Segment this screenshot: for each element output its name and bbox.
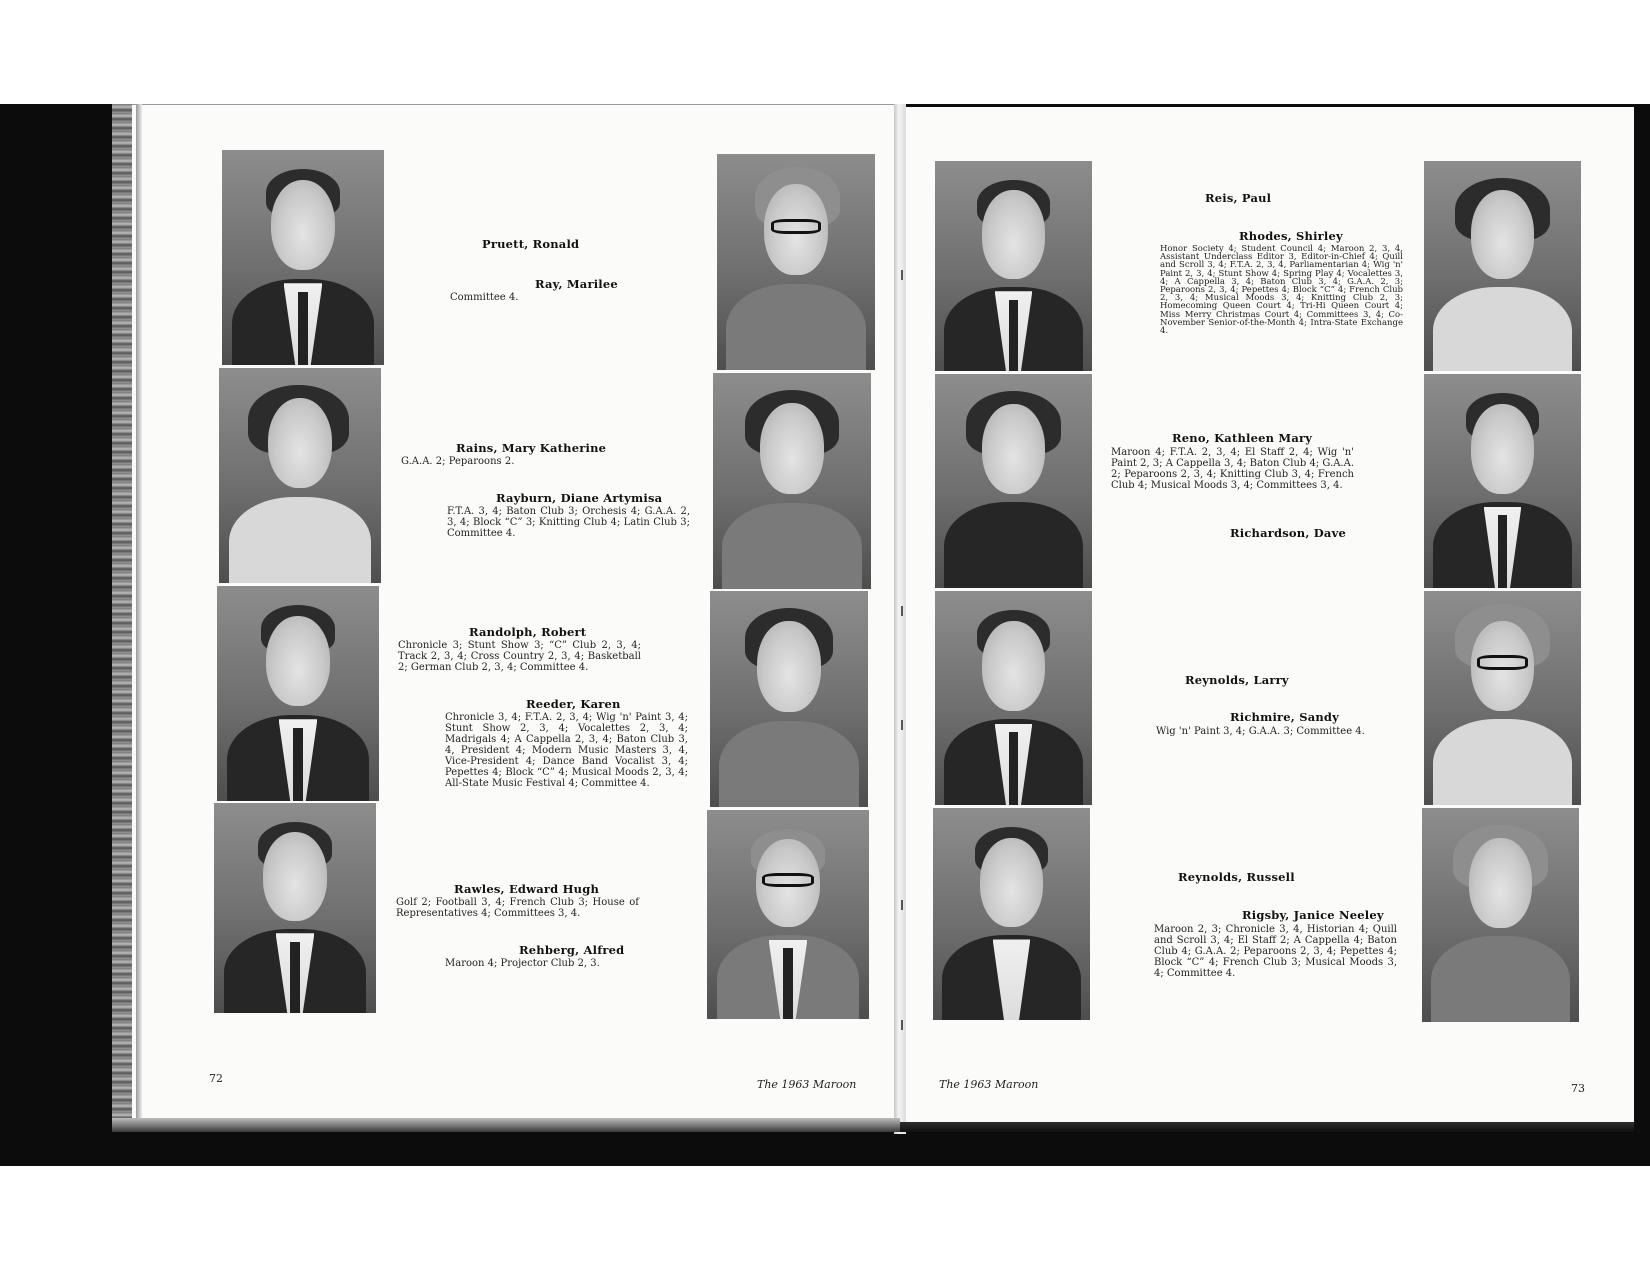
student-name: Richardson, Dave bbox=[1230, 526, 1346, 540]
page-number: 72 bbox=[209, 1072, 223, 1085]
student-activities: Chronicle 3; Stunt Show 3; “C” Club 2, 3, 4; Track 2, 3, 4; Cross Country 2, 3, 4; Basketball 2; German Club 2, 3, 4; Committee 4. bbox=[398, 640, 641, 673]
page-footer: The 1963 Maroon bbox=[757, 1078, 857, 1091]
portrait-photo bbox=[214, 803, 376, 1013]
student-name: Ray, Marilee bbox=[535, 277, 618, 291]
student-activities: F.T.A. 3, 4; Baton Club 3; Orchesis 4; G.A.A. 2, 3, 4; Block “C” 3; Knitting Club 4; Latin Club 3; Committee 4. bbox=[447, 506, 690, 539]
scan-artifact bbox=[901, 900, 903, 910]
student-name: Rhodes, Shirley bbox=[1239, 229, 1343, 243]
portrait-photo bbox=[1422, 808, 1579, 1022]
student-activities: Maroon 4; Projector Club 2, 3. bbox=[445, 958, 600, 969]
portrait-photo bbox=[1424, 374, 1581, 588]
page-footer: The 1963 Maroon bbox=[939, 1078, 1039, 1091]
portrait-photo bbox=[935, 374, 1092, 588]
page-bottom-shadow-left bbox=[112, 1118, 900, 1132]
student-name: Reynolds, Larry bbox=[1185, 673, 1289, 687]
student-activities: Honor Society 4; Student Council 4; Maroon 2, 3, 4, Assistant Underclass Editor 3, Editor-in-Chief 4; Quill and Scroll 3, 4; F.T.A. 2, 3, 4, Parliamentarian 4; Wig 'n' Paint 2, 3, 4; Stunt Show 4; Spring Play 4; Vocalettes 3, 4; A Cappella 3, 4; Baton Club 3, 4; G.A.A. 2, 3; Peparoons 2, 3, 4; Pepettes 4; Block “C” 4; French Club 2, 3, 4; Musical Moods 3, 4; Knitting Club 2, 3; Homecoming Queen Court 4; Tri-Hi Queen Court 4; Miss Merry Christmas Court 4; Committees 3, 4; Co-November Senior-of-the-Month 4; Intra-State Exchange 4. bbox=[1160, 244, 1403, 337]
scan-edge-right bbox=[1634, 104, 1650, 1134]
student-name: Reis, Paul bbox=[1205, 191, 1272, 205]
student-name: Rayburn, Diane Artymisa bbox=[496, 491, 663, 505]
portrait-photo bbox=[713, 373, 871, 589]
portrait-photo bbox=[935, 591, 1092, 805]
portrait-photo bbox=[710, 591, 868, 807]
page-bottom-shadow-right bbox=[900, 1122, 1634, 1132]
portrait-photo bbox=[935, 161, 1092, 371]
student-name: Rehberg, Alfred bbox=[519, 943, 625, 957]
student-activities: Maroon 4; F.T.A. 2, 3, 4; El Staff 2, 4; Wig 'n' Paint 2, 3; A Cappella 3, 4; Baton Club 4; G.A.A. 2; Peparoons 2, 3, 4; Knitting Club 3, 4; French Club 4; Musical Moods 3, 4; Committees 3, 4. bbox=[1111, 447, 1354, 491]
portrait-photo bbox=[707, 810, 869, 1019]
scan-artifact bbox=[901, 1020, 903, 1030]
student-activities: Golf 2; Football 3, 4; French Club 3; House of Representatives 4; Committees 3, 4. bbox=[396, 897, 639, 919]
student-name: Reynolds, Russell bbox=[1178, 870, 1295, 884]
student-activities: Committee 4. bbox=[450, 292, 519, 303]
student-activities: Wig 'n' Paint 3, 4; G.A.A. 3; Committee 4. bbox=[1156, 726, 1365, 737]
scan-artifact bbox=[901, 720, 903, 730]
student-name: Reno, Kathleen Mary bbox=[1172, 431, 1313, 445]
portrait-photo bbox=[1424, 161, 1581, 371]
portrait-photo bbox=[217, 586, 379, 801]
student-activities: G.A.A. 2; Peparoons 2. bbox=[401, 456, 515, 467]
student-name: Rawles, Edward Hugh bbox=[454, 882, 600, 896]
book-spine bbox=[894, 104, 906, 1134]
student-activities: Maroon 2, 3; Chronicle 3, 4, Historian 4; Quill and Scroll 3, 4; El Staff 2; A Cappella 4; Baton Club 4; G.A.A. 2; Peparoons 2, 3, 4; Pepettes 4; Block “C” 4; French Club 3; Musical Moods 3, 4; Committee 4. bbox=[1154, 924, 1397, 979]
portrait-photo bbox=[717, 154, 875, 370]
student-activities: Chronicle 3, 4; F.T.A. 2, 3, 4; Wig 'n' Paint 3, 4; Stunt Show 2, 3, 4; Vocalettes 2, 3, 4; Madrigals 4; A Cappella 2, 3, 4; Baton Club 3, 4, President 4; Modern Music Masters 3, 4, Vice-President 4; Dance Band Vocalist 3, 4; Pepettes 4; Block “C” 4; Musical Moods 2, 3, 4; All-State Music Festival 4; Committee 4. bbox=[445, 712, 688, 789]
page-number: 73 bbox=[1571, 1082, 1585, 1095]
student-name: Reeder, Karen bbox=[526, 697, 621, 711]
scan-artifact bbox=[901, 270, 903, 280]
portrait-photo bbox=[1424, 591, 1581, 805]
portrait-photo bbox=[933, 808, 1090, 1020]
portrait-photo bbox=[219, 368, 381, 583]
student-name: Richmire, Sandy bbox=[1230, 710, 1340, 724]
student-name: Rigsby, Janice Neeley bbox=[1242, 908, 1384, 922]
page-edge-left bbox=[136, 104, 142, 1126]
scan-artifact bbox=[901, 606, 903, 616]
student-name: Randolph, Robert bbox=[469, 625, 587, 639]
portrait-photo bbox=[222, 150, 384, 365]
student-name: Rains, Mary Katherine bbox=[456, 441, 607, 455]
student-name: Pruett, Ronald bbox=[482, 237, 580, 251]
